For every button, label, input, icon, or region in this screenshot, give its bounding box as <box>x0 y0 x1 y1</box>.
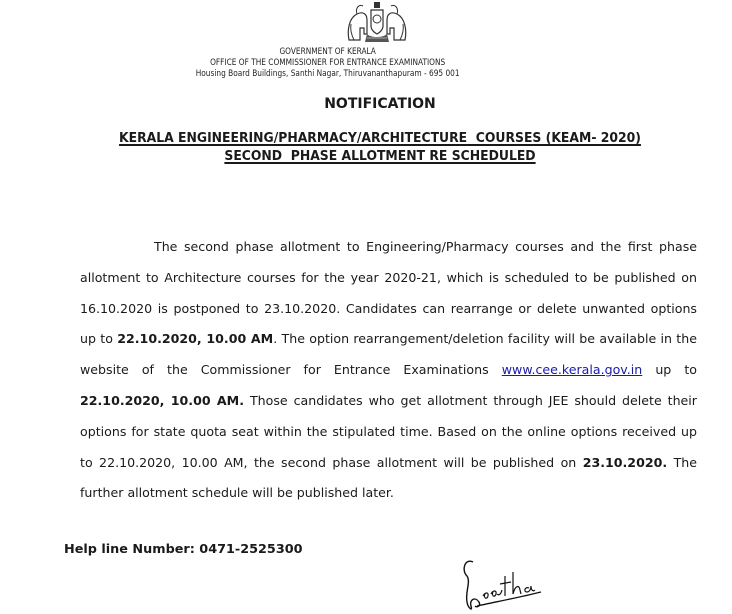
cee-website-link[interactable]: www.cee.kerala.gov.in <box>501 362 643 378</box>
subject-line-1: KERALA ENGINEERING/PHARMACY/ARCHITECTURE COURSES (KEAM- 2020) <box>119 131 641 146</box>
signature-image <box>455 556 550 614</box>
body-text-3: up to <box>642 362 697 378</box>
helpline-number: Help line Number: 0471-2525300 <box>64 542 303 557</box>
address-line: Housing Board Buildings, Santhi Nagar, Thiruvananthapuram - 695 001 <box>195 69 460 79</box>
subject-line-2: SECOND PHASE ALLOTMENT RE SCHEDULED <box>224 149 536 164</box>
notification-title: NOTIFICATION <box>324 96 436 112</box>
kerala-emblem-icon <box>345 0 409 44</box>
notification-subject <box>23 130 732 166</box>
body-text-4: Those candidates who get allotment through JEE should delete their options for state quota seat within the stipulated time. Based on the online options received up to 22.10.2020, 10.00 AM, the second phase allotment will be published on <box>80 392 697 470</box>
deadline-text: 22.10.2020, 10.00 AM <box>117 331 274 347</box>
body-text-1: The second phase allotment to Engineering/Pharmacy courses and the first phase allotment to Architecture courses for the year 2020-21, which is scheduled to be published on 16.10.2020 is postponed to 23.10.2020. Candidates can rearrange or delete unwanted options up to <box>80 239 697 347</box>
body-text-5: The further allotment schedule will be published later. <box>80 454 697 501</box>
office-line: OFFICE OF THE COMMISSIONER FOR ENTRANCE EXAMINATIONS <box>210 58 446 68</box>
deadline-text-2: 22.10.2020, 10.00 AM. <box>80 392 244 408</box>
publish-date-text: 23.10.2020. <box>582 454 668 470</box>
government-line: GOVERNMENT OF KERALA <box>279 47 376 57</box>
office-header <box>0 47 655 80</box>
notification-body <box>80 232 697 509</box>
body-text-2: . The option rearrangement/deletion facility will be available in the website of the Commissioner for Entrance Examinations <box>80 331 697 378</box>
